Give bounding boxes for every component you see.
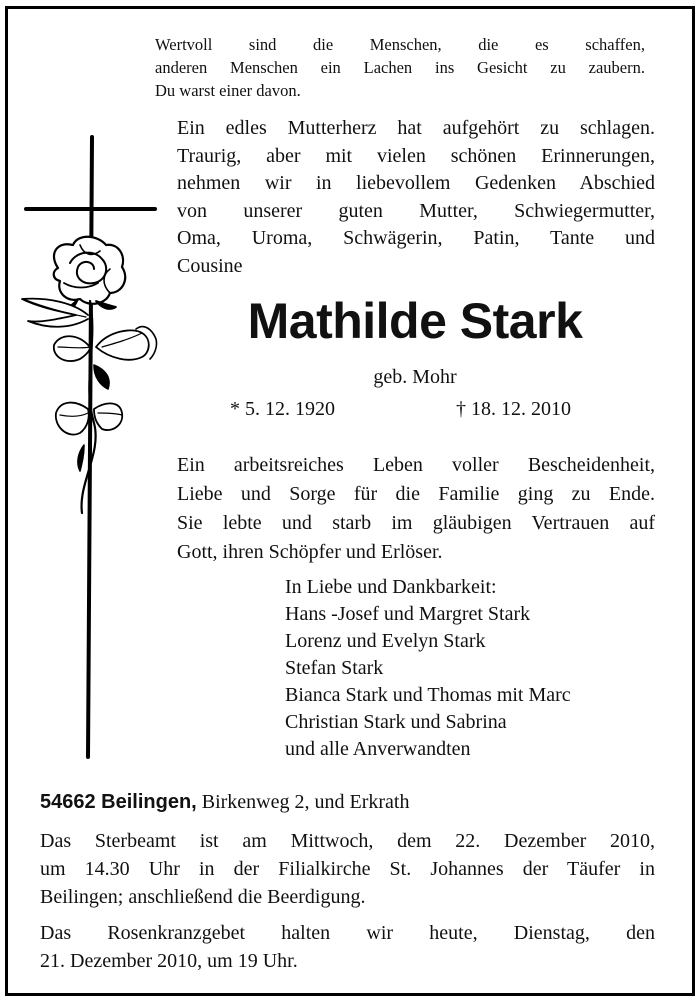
motto-line: anderen Menschen ein Lachen ins Gesicht zu zaubern.: [155, 58, 645, 77]
intro-paragraph: [177, 115, 655, 280]
mourners-list: [285, 574, 650, 763]
mourner-name: Stefan Stark: [285, 657, 384, 679]
mourner-name: Bianca Stark und Thomas mit Marc: [285, 684, 571, 706]
mourner-name: Christian Stark und Sabrina: [285, 711, 507, 733]
address-zip-city: 54662 Beilingen,: [40, 791, 197, 813]
rosary-line: 21. Dezember 2010, um 19 Uhr.: [40, 950, 298, 972]
intro-line: Ein edles Mutterherz hat aufgehört zu schlagen.: [177, 117, 655, 139]
mourners-heading: In Liebe und Dankbarkeit:: [285, 576, 497, 598]
intro-line: Traurig, aber mit vielen schönen Erinnerungen,: [177, 144, 655, 167]
funeral-line: um 14.30 Uhr in der Filialkirche St. Johannes der Täufer in: [40, 858, 655, 880]
born-name: geb. Mohr: [373, 366, 457, 388]
life-line: Gott, ihren Schöpfer und Erlöser.: [177, 541, 443, 563]
mourner-name: und alle Anverwandten: [285, 738, 471, 760]
life-line: Liebe und Sorge für die Familie ging zu Ende.: [177, 483, 655, 505]
funeral-line: Beilingen; anschließend die Beerdigung.: [40, 886, 366, 908]
mourner-name: Lorenz und Evelyn Stark: [285, 630, 486, 652]
mourner-name: Hans -Josef und Margret Stark: [285, 603, 531, 625]
intro-line: von unserer guten Mutter, Schwiegermutter,: [177, 199, 655, 222]
life-line: Ein arbeitsreiches Leben voller Bescheidenheit,: [177, 454, 655, 476]
rosary-notice: [40, 919, 655, 975]
intro-line: Cousine: [177, 254, 243, 277]
death-date: † 18. 12. 2010: [456, 398, 571, 420]
life-line: Sie lebte und starb im gläubigen Vertrauen auf: [177, 512, 655, 534]
deceased-name: Mathilde Stark: [247, 293, 583, 349]
rosary-line: Das Rosenkranzgebet halten wir heute, Dienstag, den: [40, 922, 655, 944]
life-paragraph: [177, 451, 655, 567]
address-street: Birkenweg 2, und Erkrath: [201, 791, 410, 813]
cross-with-rose-icon: [18, 133, 163, 761]
motto: [155, 33, 645, 102]
address-line: [40, 791, 409, 814]
funeral-line: Das Sterbeamt ist am Mittwoch, dem 22. Dezember 2010,: [40, 830, 655, 852]
intro-line: Oma, Uroma, Schwägerin, Patin, Tante und: [177, 227, 655, 249]
motto-line: Wertvoll sind die Menschen, die es schaffen,: [155, 35, 645, 54]
funeral-notice: [40, 827, 655, 911]
motto-line: Du warst einer davon.: [155, 81, 301, 100]
intro-line: nehmen wir in liebevollem Gedenken Abschied: [177, 172, 655, 194]
birth-date: * 5. 12. 1920: [230, 398, 335, 420]
